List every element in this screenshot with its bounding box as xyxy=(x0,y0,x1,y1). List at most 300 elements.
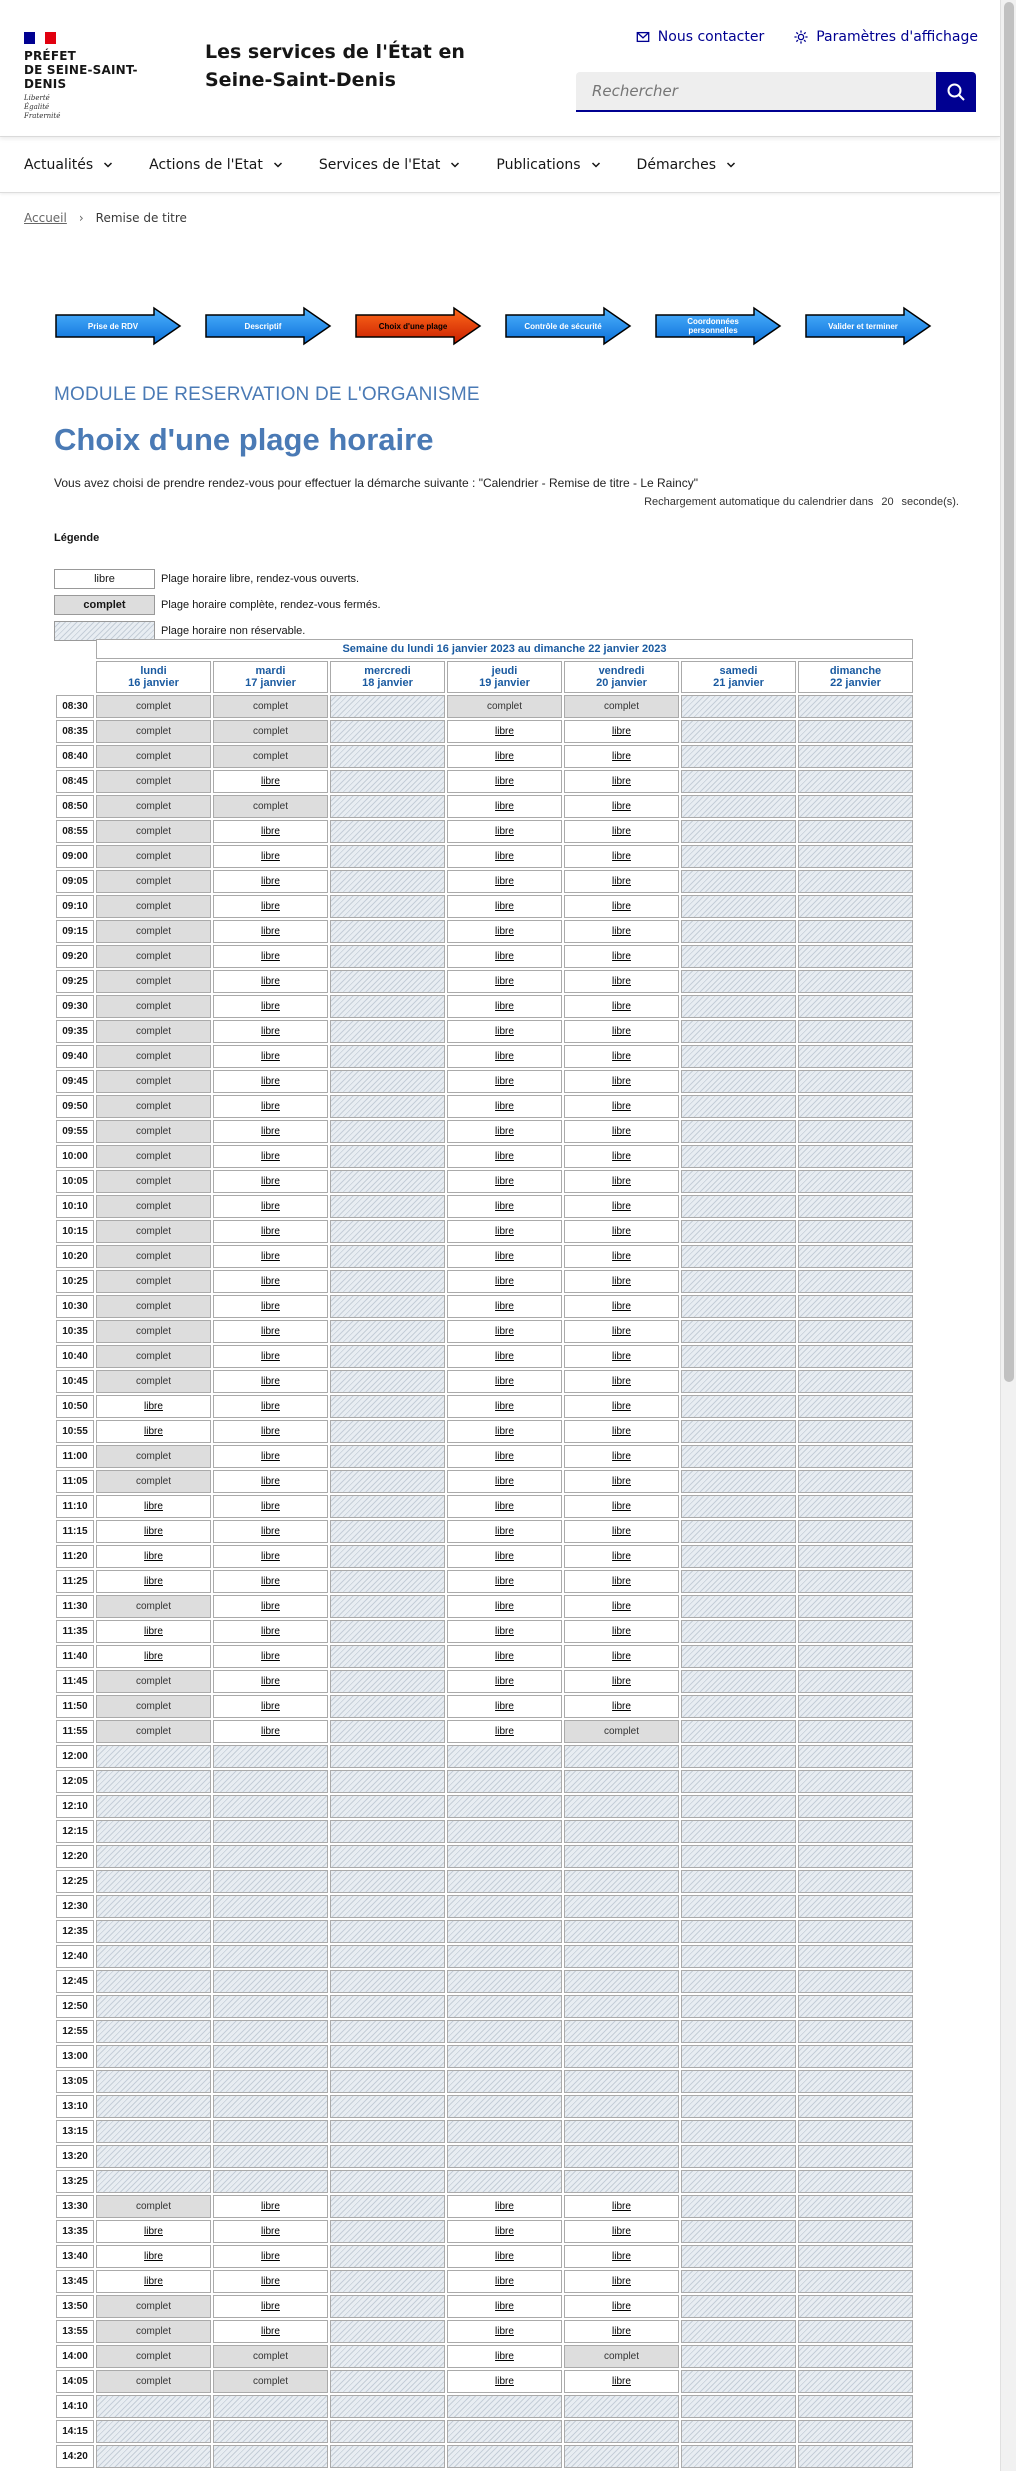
slot-unavailable xyxy=(681,2220,796,2243)
slot-libre-link[interactable]: libre xyxy=(213,1470,328,1493)
slot-libre-link[interactable]: libre xyxy=(447,770,562,793)
slot-row xyxy=(56,2445,913,2468)
slot-libre-link[interactable]: libre xyxy=(447,2245,562,2268)
slot-libre-link[interactable]: libre xyxy=(447,1020,562,1043)
slot-complet: complet xyxy=(96,970,211,993)
slot-unavailable xyxy=(96,1845,211,1868)
slot-libre-link[interactable]: libre xyxy=(564,1145,679,1168)
slot-libre-link[interactable]: libre xyxy=(564,920,679,943)
day-name: mardi xyxy=(255,665,286,677)
slot-libre-link[interactable]: libre xyxy=(213,1545,328,1568)
time-label: 12:05 xyxy=(56,1770,94,1793)
slot-unavailable xyxy=(330,695,445,718)
slot-libre-link[interactable]: libre xyxy=(447,1620,562,1643)
slot-row xyxy=(56,1645,913,1668)
slot-unavailable xyxy=(330,1670,445,1693)
slot-unavailable xyxy=(681,1995,796,2018)
intro-text: Vous avez choisi de prendre rendez-vous pour effectuer la démarche suivante : "Calendrier - Remise de titre - Le Raincy" xyxy=(54,476,698,490)
slot-libre-link[interactable]: libre xyxy=(447,895,562,918)
slot-libre-link[interactable]: libre xyxy=(447,1420,562,1443)
slot-libre-link[interactable]: libre xyxy=(213,1070,328,1093)
slot-libre-link[interactable]: libre xyxy=(447,1145,562,1168)
slot-libre-link[interactable]: libre xyxy=(213,870,328,893)
slot-unavailable xyxy=(681,1645,796,1668)
slot-libre-link[interactable]: libre xyxy=(564,2320,679,2343)
slot-unavailable xyxy=(330,1545,445,1568)
slot-libre-link[interactable]: libre xyxy=(447,1195,562,1218)
slot-row xyxy=(56,745,913,768)
slot-libre-link[interactable]: libre xyxy=(564,1670,679,1693)
contact-link[interactable] xyxy=(636,29,764,45)
slot-unavailable xyxy=(681,2045,796,2068)
slot-row xyxy=(56,1720,913,1743)
day-name: vendredi xyxy=(598,665,645,677)
slot-unavailable xyxy=(681,1870,796,1893)
slot-libre-link[interactable]: libre xyxy=(213,770,328,793)
slot-row xyxy=(56,2295,913,2318)
slot-libre-link[interactable]: libre xyxy=(564,1320,679,1343)
step-prise-rdv[interactable] xyxy=(54,306,182,346)
slot-libre-link[interactable]: libre xyxy=(96,1520,211,1543)
slot-unavailable xyxy=(798,1070,913,1093)
slot-libre-link[interactable]: libre xyxy=(213,945,328,968)
slot-libre-link[interactable]: libre xyxy=(564,870,679,893)
slot-libre-link[interactable]: libre xyxy=(213,1220,328,1243)
slot-libre-link[interactable]: libre xyxy=(213,1120,328,1143)
slot-unavailable xyxy=(681,795,796,818)
slot-libre-link[interactable]: libre xyxy=(96,2245,211,2268)
slot-libre-link[interactable]: libre xyxy=(564,1420,679,1443)
slot-libre-link[interactable]: libre xyxy=(564,820,679,843)
slot-libre-link[interactable]: libre xyxy=(447,1095,562,1118)
slot-libre-link[interactable]: libre xyxy=(447,2295,562,2318)
slot-libre-link[interactable]: libre xyxy=(213,845,328,868)
slot-libre-link[interactable]: libre xyxy=(213,1095,328,1118)
slot-row xyxy=(56,1670,913,1693)
slot-libre-link[interactable]: libre xyxy=(447,2370,562,2393)
slot-libre-link[interactable]: libre xyxy=(447,1520,562,1543)
slot-libre-link[interactable]: libre xyxy=(447,1245,562,1268)
prefecture-logo[interactable] xyxy=(24,32,174,121)
slot-libre-link[interactable]: libre xyxy=(213,895,328,918)
slot-libre-link[interactable]: libre xyxy=(213,1670,328,1693)
slot-unavailable xyxy=(798,1595,913,1618)
slot-libre-link[interactable]: libre xyxy=(564,745,679,768)
nav-services[interactable] xyxy=(319,157,461,173)
nav-label: Services de l'Etat xyxy=(318,156,441,173)
slot-libre-link[interactable]: libre xyxy=(564,1170,679,1193)
slot-libre-link[interactable]: libre xyxy=(447,1045,562,1068)
slot-libre-link[interactable]: libre xyxy=(447,720,562,743)
nav-actions[interactable] xyxy=(149,157,283,173)
slot-unavailable xyxy=(798,720,913,743)
slot-libre-link[interactable]: libre xyxy=(564,1620,679,1643)
slot-libre-link[interactable]: libre xyxy=(213,2245,328,2268)
slot-libre-link[interactable]: libre xyxy=(213,1620,328,1643)
slot-libre-link[interactable]: libre xyxy=(564,2220,679,2243)
slot-libre-link[interactable]: libre xyxy=(564,1395,679,1418)
step-descriptif[interactable] xyxy=(204,306,332,346)
step-controle-securite[interactable] xyxy=(504,306,632,346)
slot-libre-link[interactable]: libre xyxy=(213,1245,328,1268)
slot-libre-link[interactable]: libre xyxy=(447,970,562,993)
slot-libre-link[interactable]: libre xyxy=(213,1195,328,1218)
slot-complet: complet xyxy=(213,720,328,743)
slot-libre-link[interactable]: libre xyxy=(447,1720,562,1743)
contact-label: Nous contacter xyxy=(657,29,765,45)
slot-libre-link[interactable]: libre xyxy=(213,1645,328,1668)
day-header-samedi xyxy=(681,661,796,693)
slot-libre-link[interactable]: libre xyxy=(564,1020,679,1043)
slot-libre-link[interactable]: libre xyxy=(447,995,562,1018)
slot-libre-link[interactable]: libre xyxy=(447,1370,562,1393)
slot-libre-link[interactable]: libre xyxy=(564,1695,679,1718)
slot-libre-link[interactable]: libre xyxy=(213,2270,328,2293)
slot-unavailable xyxy=(330,2120,445,2143)
reload-suffix: seconde(s). xyxy=(901,496,959,508)
slot-unavailable xyxy=(564,1920,679,1943)
slot-unavailable xyxy=(681,1020,796,1043)
slot-libre-link[interactable]: libre xyxy=(564,1495,679,1518)
slot-libre-link[interactable]: libre xyxy=(96,2270,211,2293)
scrollbar[interactable] xyxy=(1000,0,1016,2471)
slot-libre-link[interactable]: libre xyxy=(447,1695,562,1718)
slot-libre-link[interactable]: libre xyxy=(213,1320,328,1343)
slot-libre-link[interactable]: libre xyxy=(564,1370,679,1393)
slot-libre-link[interactable]: libre xyxy=(213,2320,328,2343)
slot-libre-link[interactable]: libre xyxy=(447,1670,562,1693)
slot-unavailable xyxy=(681,1520,796,1543)
slot-unavailable xyxy=(96,1970,211,1993)
slot-unavailable xyxy=(330,845,445,868)
slot-unavailable xyxy=(798,1420,913,1443)
time-label: 10:40 xyxy=(56,1345,94,1368)
slot-libre-link[interactable]: libre xyxy=(447,1395,562,1418)
marianne-flag-icon xyxy=(24,32,56,44)
slot-row xyxy=(56,1995,913,2018)
step-choix-plage[interactable] xyxy=(354,306,482,346)
slot-libre-link[interactable]: libre xyxy=(564,845,679,868)
slot-unavailable xyxy=(681,2370,796,2393)
slot-libre-link[interactable]: libre xyxy=(564,720,679,743)
slot-unavailable xyxy=(681,770,796,793)
slot-libre-link[interactable]: libre xyxy=(447,820,562,843)
slot-unavailable xyxy=(213,1770,328,1793)
slot-unavailable xyxy=(798,1245,913,1268)
day-date: 19 janvier xyxy=(479,677,530,689)
slot-libre-link[interactable]: libre xyxy=(213,1345,328,1368)
calendar-body xyxy=(56,695,913,2468)
slot-libre-link[interactable]: libre xyxy=(564,1470,679,1493)
slot-libre-link[interactable]: libre xyxy=(213,1445,328,1468)
time-label: 10:45 xyxy=(56,1370,94,1393)
slot-row xyxy=(56,1395,913,1418)
search-button[interactable] xyxy=(936,72,976,112)
slot-libre-link[interactable]: libre xyxy=(447,1445,562,1468)
slot-libre-link[interactable]: libre xyxy=(213,1395,328,1418)
slot-libre-link[interactable]: libre xyxy=(564,770,679,793)
slot-libre-link[interactable]: libre xyxy=(564,1120,679,1143)
step-label: Prise de RDV xyxy=(87,321,139,331)
slot-libre-link[interactable]: libre xyxy=(213,1020,328,1043)
slot-unavailable xyxy=(681,2420,796,2443)
breadcrumb-home[interactable]: Accueil xyxy=(24,211,67,225)
step-coordonnees[interactable] xyxy=(654,306,782,346)
slot-unavailable xyxy=(681,1545,796,1568)
slot-libre-link[interactable]: libre xyxy=(564,970,679,993)
slot-unavailable xyxy=(681,1145,796,1168)
slot-libre-link[interactable]: libre xyxy=(564,1070,679,1093)
slot-libre-link[interactable]: libre xyxy=(447,1645,562,1668)
slot-unavailable xyxy=(330,2220,445,2243)
slot-complet: complet xyxy=(96,1595,211,1618)
slot-unavailable xyxy=(330,2420,445,2443)
time-label: 12:10 xyxy=(56,1795,94,1818)
slot-unavailable xyxy=(330,1520,445,1543)
slot-complet: complet xyxy=(96,945,211,968)
nav-demarches[interactable] xyxy=(637,157,737,173)
slot-libre-link[interactable]: libre xyxy=(447,2270,562,2293)
slot-unavailable xyxy=(96,2420,211,2443)
slot-libre-link[interactable]: libre xyxy=(564,2295,679,2318)
slot-libre-link[interactable]: libre xyxy=(564,1245,679,1268)
step-label: Choix d'une plage xyxy=(378,321,448,331)
slot-libre-link[interactable]: libre xyxy=(447,1345,562,1368)
nav-publications[interactable] xyxy=(496,157,600,173)
slot-libre-link[interactable]: libre xyxy=(447,1545,562,1568)
time-label: 14:15 xyxy=(56,2420,94,2443)
slot-libre-link[interactable]: libre xyxy=(447,1120,562,1143)
slot-libre-link[interactable]: libre xyxy=(564,1545,679,1568)
slot-unavailable xyxy=(798,945,913,968)
slot-unavailable xyxy=(681,1620,796,1643)
slot-unavailable xyxy=(564,2045,679,2068)
slot-libre-link[interactable]: libre xyxy=(96,1570,211,1593)
slot-libre-link[interactable]: libre xyxy=(447,1220,562,1243)
slot-libre-link[interactable]: libre xyxy=(447,845,562,868)
slot-libre-link[interactable]: libre xyxy=(213,1270,328,1293)
slot-unavailable xyxy=(330,1495,445,1518)
slot-libre-link[interactable]: libre xyxy=(447,945,562,968)
slot-libre-link[interactable]: libre xyxy=(96,1420,211,1443)
slot-libre-link[interactable]: libre xyxy=(564,1570,679,1593)
slot-libre-link[interactable]: libre xyxy=(564,1645,679,1668)
slot-unavailable xyxy=(798,1345,913,1368)
slot-libre-link[interactable]: libre xyxy=(564,2270,679,2293)
slot-libre-link[interactable]: libre xyxy=(213,1145,328,1168)
legend-libre-box: libre xyxy=(54,569,155,589)
site-title[interactable]: Les services de l'État en Seine-Saint-Denis xyxy=(205,41,465,91)
slot-row xyxy=(56,1120,913,1143)
slot-unavailable xyxy=(798,1520,913,1543)
slot-libre-link[interactable]: libre xyxy=(447,2345,562,2368)
slot-libre-link[interactable]: libre xyxy=(213,820,328,843)
chevron-down-icon xyxy=(273,160,283,170)
slot-libre-link[interactable]: libre xyxy=(213,1595,328,1618)
slot-libre-link[interactable]: libre xyxy=(564,2370,679,2393)
slot-unavailable xyxy=(447,1745,562,1768)
nav-actualites[interactable] xyxy=(24,157,113,173)
slot-libre-link[interactable]: libre xyxy=(564,1195,679,1218)
scrollbar-thumb[interactable] xyxy=(1004,2,1014,1382)
slot-unavailable xyxy=(330,895,445,918)
slot-unavailable xyxy=(330,2245,445,2268)
slot-libre-link[interactable]: libre xyxy=(213,1520,328,1543)
slot-libre-link[interactable]: libre xyxy=(213,2195,328,2218)
slot-libre-link[interactable]: libre xyxy=(96,1620,211,1643)
slot-complet: complet xyxy=(96,920,211,943)
week-title: Semaine du lundi 16 janvier 2023 au dimanche 22 janvier 2023 xyxy=(96,639,913,659)
slot-unavailable xyxy=(798,1745,913,1768)
slot-libre-link[interactable]: libre xyxy=(564,2245,679,2268)
search-input[interactable] xyxy=(576,72,936,112)
corner-cell xyxy=(56,639,94,659)
slot-complet: complet xyxy=(213,2370,328,2393)
slot-libre-link[interactable]: libre xyxy=(213,920,328,943)
slot-unavailable xyxy=(330,1145,445,1168)
slot-unavailable xyxy=(681,845,796,868)
slot-complet: complet xyxy=(96,870,211,893)
time-label: 11:50 xyxy=(56,1695,94,1718)
slot-unavailable xyxy=(564,1995,679,2018)
slot-complet: complet xyxy=(96,745,211,768)
legend-complet-text: Plage horaire complète, rendez-vous fermés. xyxy=(161,599,381,611)
slot-unavailable xyxy=(681,1120,796,1143)
slot-unavailable xyxy=(681,1295,796,1318)
slot-libre-link[interactable]: libre xyxy=(213,1295,328,1318)
slot-libre-link[interactable]: libre xyxy=(564,1270,679,1293)
slot-libre-link[interactable]: libre xyxy=(447,1070,562,1093)
step-label: Contrôle de sécurité xyxy=(524,321,602,331)
slot-libre-link[interactable]: libre xyxy=(447,2320,562,2343)
slot-unavailable xyxy=(330,2020,445,2043)
slot-row xyxy=(56,1195,913,1218)
slot-libre-link[interactable]: libre xyxy=(96,1645,211,1668)
slot-unavailable xyxy=(681,695,796,718)
slot-unavailable xyxy=(447,1795,562,1818)
slot-libre-link[interactable]: libre xyxy=(447,1595,562,1618)
slot-libre-link[interactable]: libre xyxy=(96,2220,211,2243)
reload-notice xyxy=(54,496,959,508)
slot-libre-link[interactable]: libre xyxy=(96,1395,211,1418)
step-valider[interactable] xyxy=(804,306,932,346)
slot-libre-link[interactable]: libre xyxy=(213,1495,328,1518)
slot-libre-link[interactable]: libre xyxy=(213,995,328,1018)
slot-libre-link[interactable]: libre xyxy=(564,1345,679,1368)
slot-libre-link[interactable]: libre xyxy=(213,1370,328,1393)
slot-libre-link[interactable]: libre xyxy=(447,920,562,943)
slot-unavailable xyxy=(681,2145,796,2168)
slot-libre-link[interactable]: libre xyxy=(447,745,562,768)
time-label: 12:15 xyxy=(56,1820,94,1843)
slot-libre-link[interactable]: libre xyxy=(564,795,679,818)
slot-libre-link[interactable]: libre xyxy=(213,1695,328,1718)
slot-libre-link[interactable]: libre xyxy=(564,1595,679,1618)
time-label: 12:45 xyxy=(56,1970,94,1993)
slot-unavailable xyxy=(447,1970,562,1993)
slot-libre-link[interactable]: libre xyxy=(447,1295,562,1318)
day-header-mercredi xyxy=(330,661,445,693)
slot-row xyxy=(56,1970,913,1993)
slot-unavailable xyxy=(330,1020,445,1043)
slot-row xyxy=(56,2320,913,2343)
slot-libre-link[interactable]: libre xyxy=(447,1470,562,1493)
slot-unavailable xyxy=(330,795,445,818)
slot-unavailable xyxy=(681,1570,796,1593)
slot-libre-link[interactable]: libre xyxy=(213,1045,328,1068)
slot-row xyxy=(56,945,913,968)
slot-libre-link[interactable]: libre xyxy=(447,2195,562,2218)
time-label: 13:40 xyxy=(56,2245,94,2268)
slot-libre-link[interactable]: libre xyxy=(564,995,679,1018)
slot-libre-link[interactable]: libre xyxy=(564,1095,679,1118)
slot-libre-link[interactable]: libre xyxy=(447,1570,562,1593)
slot-libre-link[interactable]: libre xyxy=(213,970,328,993)
slot-libre-link[interactable]: libre xyxy=(447,1170,562,1193)
slot-unavailable xyxy=(213,2070,328,2093)
slot-row xyxy=(56,2420,913,2443)
slot-libre-link[interactable]: libre xyxy=(564,1445,679,1468)
slot-libre-link[interactable]: libre xyxy=(213,2220,328,2243)
slot-unavailable xyxy=(330,2395,445,2418)
slot-libre-link[interactable]: libre xyxy=(447,1270,562,1293)
slot-libre-link[interactable]: libre xyxy=(213,1720,328,1743)
corner-cell xyxy=(56,661,94,693)
slot-libre-link[interactable]: libre xyxy=(96,1495,211,1518)
slot-unavailable xyxy=(447,2120,562,2143)
slot-libre-link[interactable]: libre xyxy=(213,1170,328,1193)
slot-unavailable xyxy=(681,2070,796,2093)
slot-complet: complet xyxy=(96,1695,211,1718)
slot-libre-link[interactable]: libre xyxy=(564,1220,679,1243)
chevron-down-icon xyxy=(450,160,460,170)
slot-unavailable xyxy=(681,2345,796,2368)
slot-libre-link[interactable]: libre xyxy=(564,945,679,968)
slot-libre-link[interactable]: libre xyxy=(564,2195,679,2218)
step-label: Coordonnées personnelles xyxy=(687,317,739,335)
slot-unavailable xyxy=(681,1945,796,1968)
slot-libre-link[interactable]: libre xyxy=(447,1495,562,1518)
slot-unavailable xyxy=(330,1170,445,1193)
slot-unavailable xyxy=(798,845,913,868)
slot-libre-link[interactable]: libre xyxy=(564,1295,679,1318)
slot-unavailable xyxy=(330,1645,445,1668)
time-label: 13:35 xyxy=(56,2220,94,2243)
slot-libre-link[interactable]: libre xyxy=(564,895,679,918)
time-label: 11:10 xyxy=(56,1495,94,1518)
display-settings-link[interactable] xyxy=(794,29,978,45)
slot-libre-link[interactable]: libre xyxy=(447,795,562,818)
slot-libre-link[interactable]: libre xyxy=(213,2295,328,2318)
slot-unavailable xyxy=(681,1595,796,1618)
slot-libre-link[interactable]: libre xyxy=(447,2220,562,2243)
slot-libre-link[interactable]: libre xyxy=(96,1545,211,1568)
time-label: 12:00 xyxy=(56,1745,94,1768)
slot-libre-link[interactable]: libre xyxy=(447,870,562,893)
slot-libre-link[interactable]: libre xyxy=(213,1570,328,1593)
slot-libre-link[interactable]: libre xyxy=(564,1520,679,1543)
slot-libre-link[interactable]: libre xyxy=(447,1320,562,1343)
slot-row xyxy=(56,1095,913,1118)
slot-libre-link[interactable]: libre xyxy=(564,1045,679,1068)
slot-complet: complet xyxy=(96,720,211,743)
slot-row xyxy=(56,1170,913,1193)
slot-libre-link[interactable]: libre xyxy=(213,1420,328,1443)
slot-unavailable xyxy=(330,1695,445,1718)
slot-unavailable xyxy=(798,870,913,893)
slot-unavailable xyxy=(681,2270,796,2293)
slot-unavailable xyxy=(564,2395,679,2418)
